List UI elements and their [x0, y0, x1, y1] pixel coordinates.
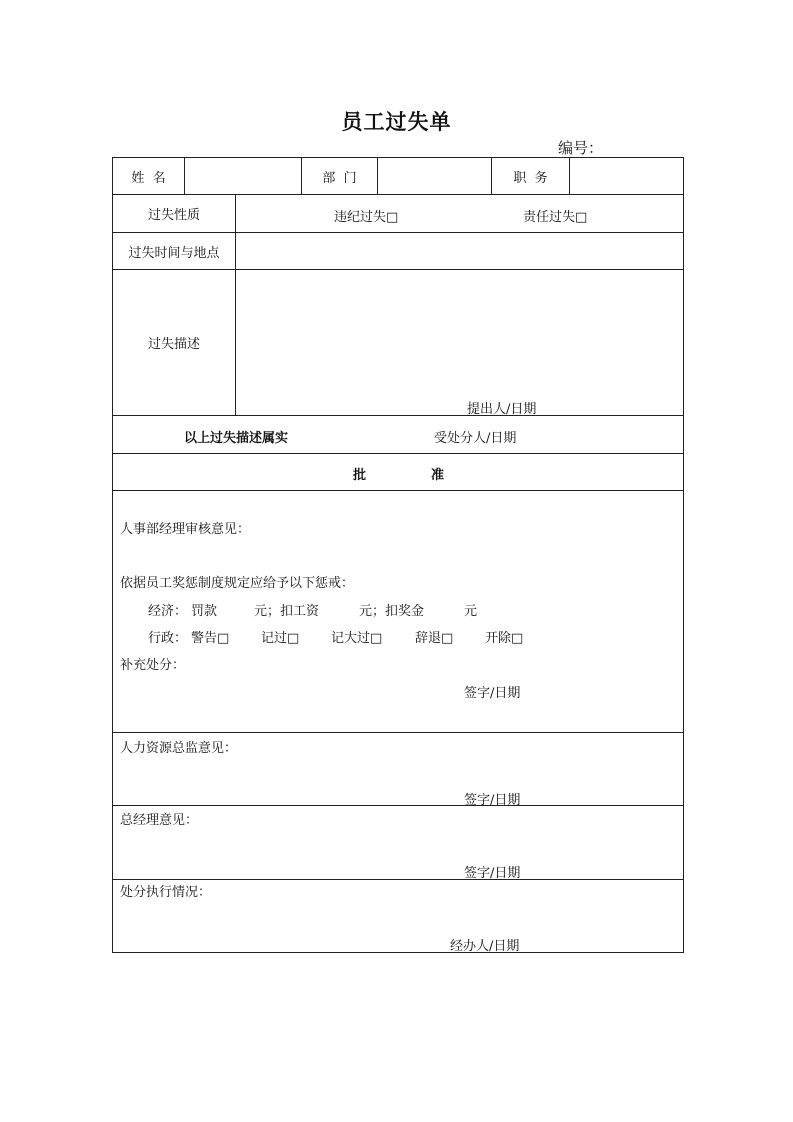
fine-label: 罚款: [191, 604, 218, 619]
administrative-penalty-label: 行政：: [148, 631, 188, 646]
penalty-basis-text: 依据员工奖惩制度规定应给予以下惩戒：: [120, 576, 355, 591]
approval-header-row: [113, 454, 683, 491]
approval-header-char2: 准: [431, 468, 445, 483]
position-field[interactable]: [569, 158, 683, 194]
handler-signature-label: 经办人/日期: [450, 939, 520, 954]
fine-unit-deduct-salary: 元；扣工资: [254, 604, 320, 619]
responsibility-fault-checkbox[interactable]: 责任过失□: [523, 210, 588, 225]
expulsion-checkbox[interactable]: 开除□: [485, 631, 524, 646]
name-label: 姓 名: [131, 170, 166, 186]
general-manager-signature-label: 签字/日期: [464, 866, 521, 881]
demerit-checkbox[interactable]: 记过□: [261, 631, 300, 646]
fault-description-row: [113, 270, 683, 416]
fault-description-label: 过失描述: [147, 337, 200, 352]
fault-nature-options: [235, 195, 683, 232]
disciplined-person-signature-label: 受处分人/日期: [434, 431, 517, 446]
confirmation-statement: 以上过失描述属实: [184, 431, 289, 446]
salary-unit-deduct-bonus: 元；扣奖金: [359, 604, 425, 619]
hr-manager-section: [113, 491, 683, 733]
hr-director-section: [113, 733, 683, 806]
major-demerit-checkbox[interactable]: 记大过□: [331, 631, 383, 646]
form-title: 员工过失单: [341, 110, 452, 134]
fault-nature-label: 过失性质: [147, 208, 200, 223]
position-label: 职 务: [491, 158, 569, 194]
general-manager-opinion-label: 总经理意见：: [120, 813, 199, 828]
serial-number-label: 编号：: [558, 139, 604, 157]
approval-header-char1: 批: [353, 468, 367, 483]
fault-description-field[interactable]: [235, 270, 683, 415]
fault-time-place-row: [113, 233, 683, 270]
hr-director-signature-label: 签字/日期: [464, 793, 521, 808]
economic-penalty-label: 经济：: [148, 604, 188, 619]
bonus-unit: 元: [464, 604, 478, 619]
info-row: [113, 158, 683, 195]
disciplinary-fault-checkbox[interactable]: 违纪过失□: [334, 210, 399, 225]
fault-time-place-field[interactable]: [235, 233, 683, 269]
hr-manager-opinion-label: 人事部经理审核意见：: [120, 522, 251, 537]
department-field[interactable]: [377, 158, 491, 194]
dismissal-checkbox[interactable]: 辞退□: [415, 631, 454, 646]
general-manager-section: [113, 806, 683, 880]
execution-status-label: 处分执行情况：: [120, 885, 212, 900]
warning-checkbox[interactable]: 警告□: [191, 631, 230, 646]
department-label: 部 门: [301, 158, 377, 194]
supplementary-penalty-label: 补充处分：: [120, 658, 186, 673]
fault-nature-row: [113, 195, 683, 233]
fault-form-table: [112, 157, 684, 953]
fault-time-place-label: 过失时间与地点: [128, 245, 220, 261]
proposer-signature-label: 提出人/日期: [467, 402, 537, 417]
hr-director-opinion-label: 人力资源总监意见：: [120, 741, 238, 756]
execution-section: [113, 880, 683, 952]
hr-manager-signature-label: 签字/日期: [464, 686, 521, 701]
name-field[interactable]: [184, 158, 301, 194]
confirmation-row: [113, 416, 683, 454]
